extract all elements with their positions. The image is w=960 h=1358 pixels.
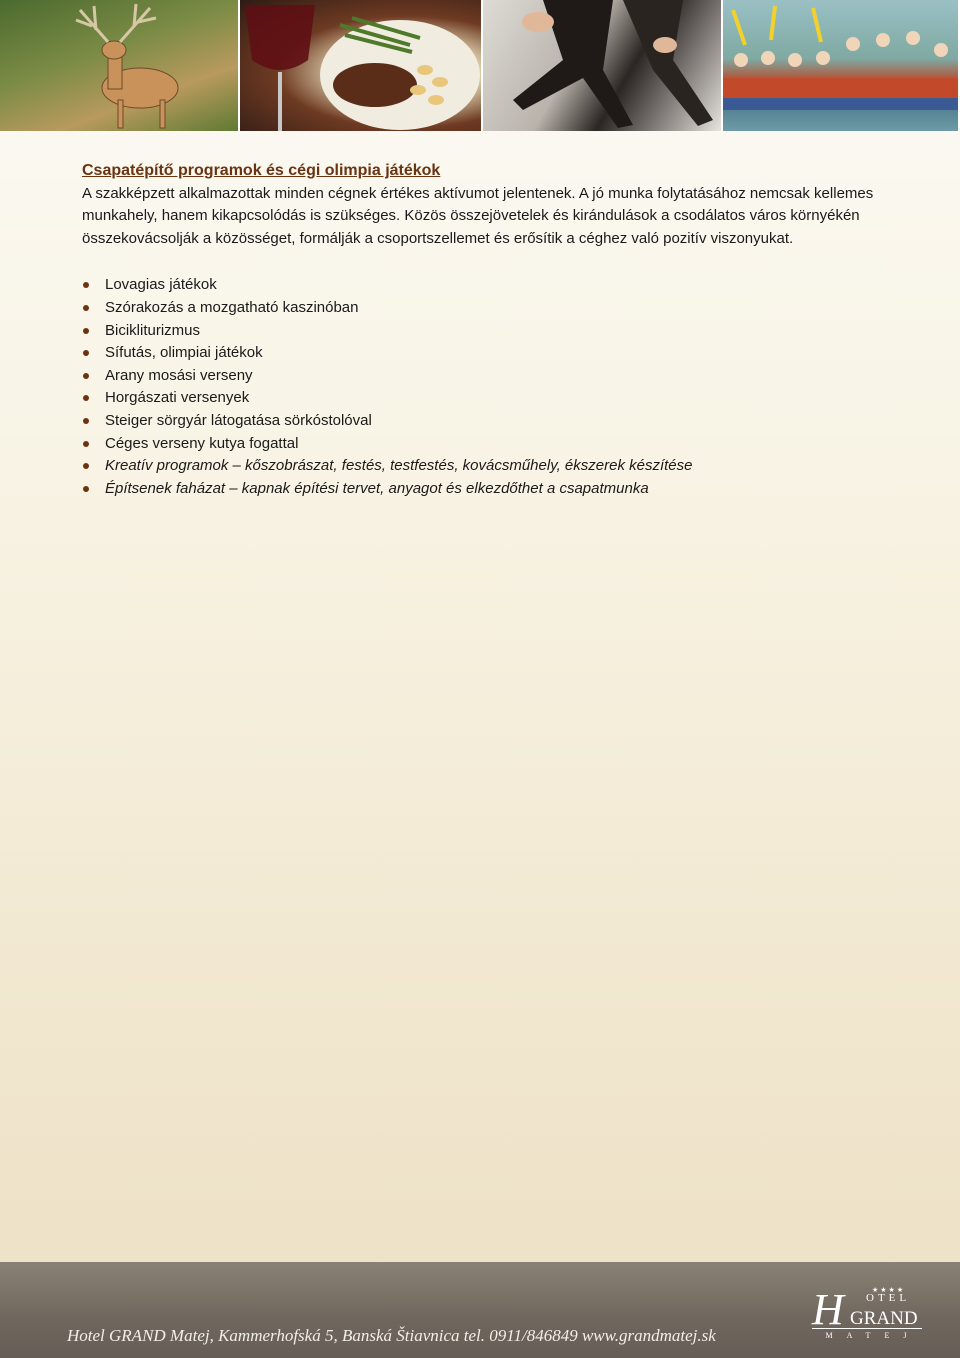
star-icon: ★★★★ [872, 1287, 906, 1294]
bullet-icon [83, 486, 89, 492]
list-item [82, 410, 882, 433]
dragon-boat-photo-icon [723, 0, 958, 131]
footer-address: Hotel GRAND Matej, Kammerhofská 5, Banská Štiavnica tel. 0911/846849 www.grandmatej.sk [67, 1326, 716, 1345]
dancers-photo-icon [483, 0, 721, 131]
list-item-label: Építsenek faházat – kapnak építési tervet, anyagot és elkezdőthet a csapatmunka [105, 479, 649, 497]
logo-hotel: OTEL [866, 1292, 911, 1304]
list-item [82, 433, 882, 456]
list-item-label: Céges verseny kutya fogattal [105, 434, 299, 452]
list-item [82, 387, 882, 410]
boat-illustration [723, 0, 958, 131]
header-photo-strip [0, 0, 960, 131]
dinner-illustration [240, 0, 481, 131]
article-intro: A szakképzett alkalmazottak minden cégnek értékes aktívumot jelentenek. A jó munka folytatásához nemcsak kellemes munkahely, hanem kikapcsolódás is szükséges. Közös összejövetelek és kirándulások a csodálatos város környékén összekovácsolják a közösséget, formálják a csoportszellemet és erősítik a céghez való pozitív viszonyukat. [82, 184, 874, 247]
list-item [82, 274, 882, 297]
list-item-label: Arany mosási verseny [105, 366, 253, 384]
wine-and-steak-photo-icon [240, 0, 481, 131]
list-item-label: Horgászati versenyek [105, 389, 250, 407]
bullet-icon [83, 328, 89, 334]
list-item-label: Sífutás, olimpiai játékok [105, 344, 263, 362]
list-item [82, 455, 882, 478]
list-item-label: Szórakozás a mozgatható kaszinóban [105, 298, 359, 316]
bullet-icon [83, 441, 89, 447]
list-item [82, 342, 882, 365]
list-item-label: Bicikliturizmus [105, 321, 201, 339]
list-item [82, 320, 882, 343]
logo-monogram: H [812, 1285, 844, 1334]
list-item [82, 478, 882, 501]
list-item [82, 365, 882, 388]
bullet-icon [83, 373, 89, 379]
program-list [82, 274, 882, 500]
logo-grand: GRAND [850, 1308, 918, 1329]
article [82, 160, 882, 500]
list-item-label: Kreatív programok – kőszobrászat, festés, testfestés, kovácsműhely, ékszerek készítése [105, 457, 693, 475]
bullet-icon [83, 305, 89, 311]
logo-matej: MATEJ [812, 1328, 922, 1341]
deer-silhouette [0, 0, 238, 131]
article-title: Csapatépítő programok és cégi olimpia játékok [82, 162, 441, 179]
deer-photo-icon [0, 0, 238, 131]
hotel-grand-logo [806, 1286, 924, 1344]
dancers-illustration [483, 0, 721, 131]
bullet-icon [83, 463, 89, 469]
bullet-icon [83, 350, 89, 356]
bullet-icon [83, 395, 89, 401]
bullet-icon [83, 418, 89, 424]
list-item [82, 297, 882, 320]
list-item-label: Steiger sörgyár látogatása sörkóstolóval [105, 411, 372, 429]
list-item-label: Lovagias játékok [105, 276, 217, 294]
bullet-icon [83, 282, 89, 288]
